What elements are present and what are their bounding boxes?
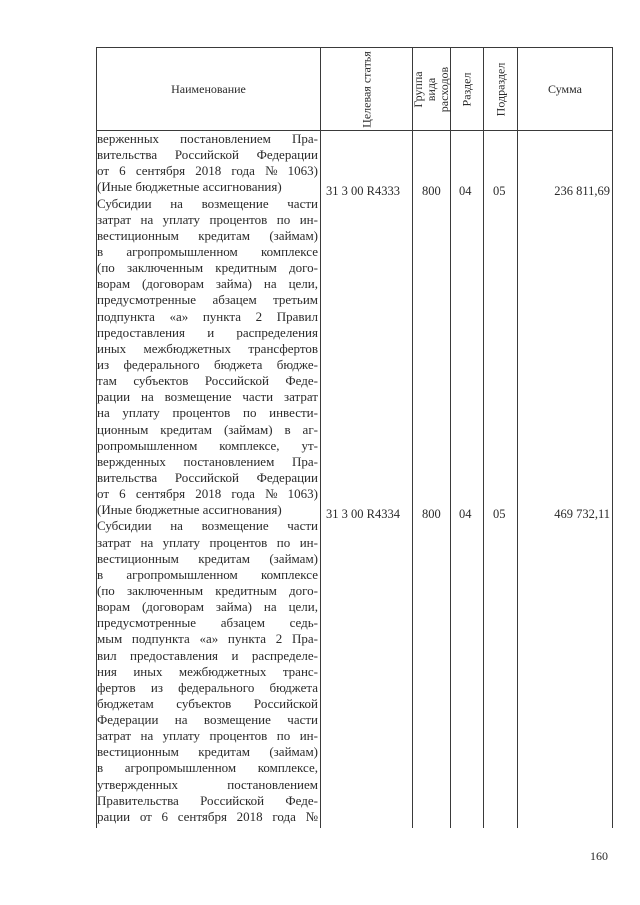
name-text-line: вестиционным кредитам (займам) — [97, 227, 318, 243]
name-text-line: (по заключенным кредитным дого- — [97, 260, 318, 276]
name-text-line: из федерального бюджета бюдже- — [97, 356, 318, 372]
name-text-line: подпункта «а» пункта 2 Правил — [97, 308, 318, 324]
name-text-line: ворам (договорам займа) на цели, — [97, 599, 318, 615]
name-text-line: мым подпункта «а» пункта 2 Пра- — [97, 631, 318, 647]
col-border-group — [450, 47, 451, 828]
name-text-line: предоставления и распределения — [97, 324, 318, 340]
name-text-line: Субсидии на возмещение части — [97, 195, 318, 211]
header-section — [451, 48, 483, 130]
name-text-line: вительства Российской Федерации — [97, 147, 318, 163]
col-border-subsection — [517, 47, 518, 828]
row2-section: 04 — [459, 507, 472, 521]
name-text-line: ционным кредитам (займам) в аг- — [97, 421, 318, 437]
name-text-line: от 6 сентября 2018 года № 1063) — [97, 486, 318, 502]
name-text-line: затрат на уплату процентов по ин- — [97, 534, 318, 550]
name-text-line: предусмотренные абзацем седь- — [97, 615, 318, 631]
row1-expense-group: 800 — [422, 184, 441, 198]
name-text-line: (Иные бюджетные ассигнования) — [97, 502, 282, 518]
header-subsection — [484, 48, 517, 130]
name-text-line: фертов из федерального бюджета — [97, 679, 318, 695]
header-target-article-label: Целевая статья — [359, 50, 373, 128]
row1-section: 04 — [459, 184, 472, 198]
header-section-label: Раздел — [459, 72, 474, 106]
name-text-line: (по заключенным кредитным дого- — [97, 582, 318, 598]
header-expense-group-label: Группа вида расходов — [411, 66, 451, 112]
name-text-line: вил предоставления и распределе- — [97, 647, 318, 663]
name-text-line: предусмотренные абзацем третьим — [97, 292, 318, 308]
row2-subsection: 05 — [493, 507, 506, 521]
row1-subsection: 05 — [493, 184, 506, 198]
name-text-line: затрат на уплату процентов по ин- — [97, 728, 318, 744]
name-text-line: вержденных постановлением Пра- — [97, 453, 318, 469]
name-text-line: ния иных межбюджетных транс- — [97, 663, 318, 679]
name-text-line: вестиционным кредитам (займам) — [97, 550, 318, 566]
name-text-line: (Иные бюджетные ассигнования) — [97, 179, 282, 195]
name-text-line: верженных постановлением Пра- — [97, 131, 318, 146]
col-border-right — [612, 47, 613, 828]
name-text-line: вестиционным кредитам (займам) — [97, 744, 318, 760]
row2-expense-group: 800 — [422, 507, 441, 521]
name-text-line: ворам (договорам займа) на цели, — [97, 276, 318, 292]
name-text-line: утвержденных постановлением — [97, 776, 318, 792]
name-text-line: затрат на уплату процентов по ин- — [97, 211, 318, 227]
col-border-target — [412, 47, 413, 828]
header-expense-group — [413, 48, 450, 130]
col-border-name — [320, 47, 321, 828]
row2-target-article: 31 3 00 R4334 — [326, 507, 400, 521]
name-text-line: вительства Российской Федерации — [97, 469, 318, 485]
name-text-line: Федерации на возмещение части — [97, 712, 318, 728]
name-text-line: от 6 сентября 2018 года № 1063) — [97, 163, 318, 179]
page-number: 160 — [590, 849, 608, 863]
row1-amount: 236 811,69 — [554, 184, 610, 198]
name-text-line: в агропромышленном комплексе — [97, 243, 318, 259]
header-amount: Сумма — [548, 82, 582, 96]
name-text-line: рации от 6 сентября 2018 года № — [97, 808, 318, 824]
name-text-line: в агропромышленном комплексе, — [97, 760, 318, 776]
col-border-section — [483, 47, 484, 828]
name-text-line: рации на возмещение части затрат — [97, 389, 318, 405]
name-text-line: в агропромышленном комплексе — [97, 566, 318, 582]
name-column-text — [97, 131, 318, 825]
name-text-line: там субъектов Российской Феде- — [97, 373, 318, 389]
name-text-line: Правительства Российской Феде- — [97, 792, 318, 808]
name-text-line: на уплату процентов по инвести- — [97, 405, 318, 421]
header-subsection-label: Подраздел — [493, 62, 508, 116]
name-text-line: ропромышленном комплексе, ут- — [97, 437, 318, 453]
name-text-line: Субсидии на возмещение части — [97, 518, 318, 534]
row1-target-article: 31 3 00 R4333 — [326, 184, 400, 198]
name-text-line: иных межбюджетных трансфертов — [97, 340, 318, 356]
row2-amount: 469 732,11 — [554, 507, 610, 521]
header-target-article — [321, 48, 412, 130]
name-text-line: бюджетам субъектов Российской — [97, 695, 318, 711]
header-name: Наименование — [171, 82, 246, 96]
